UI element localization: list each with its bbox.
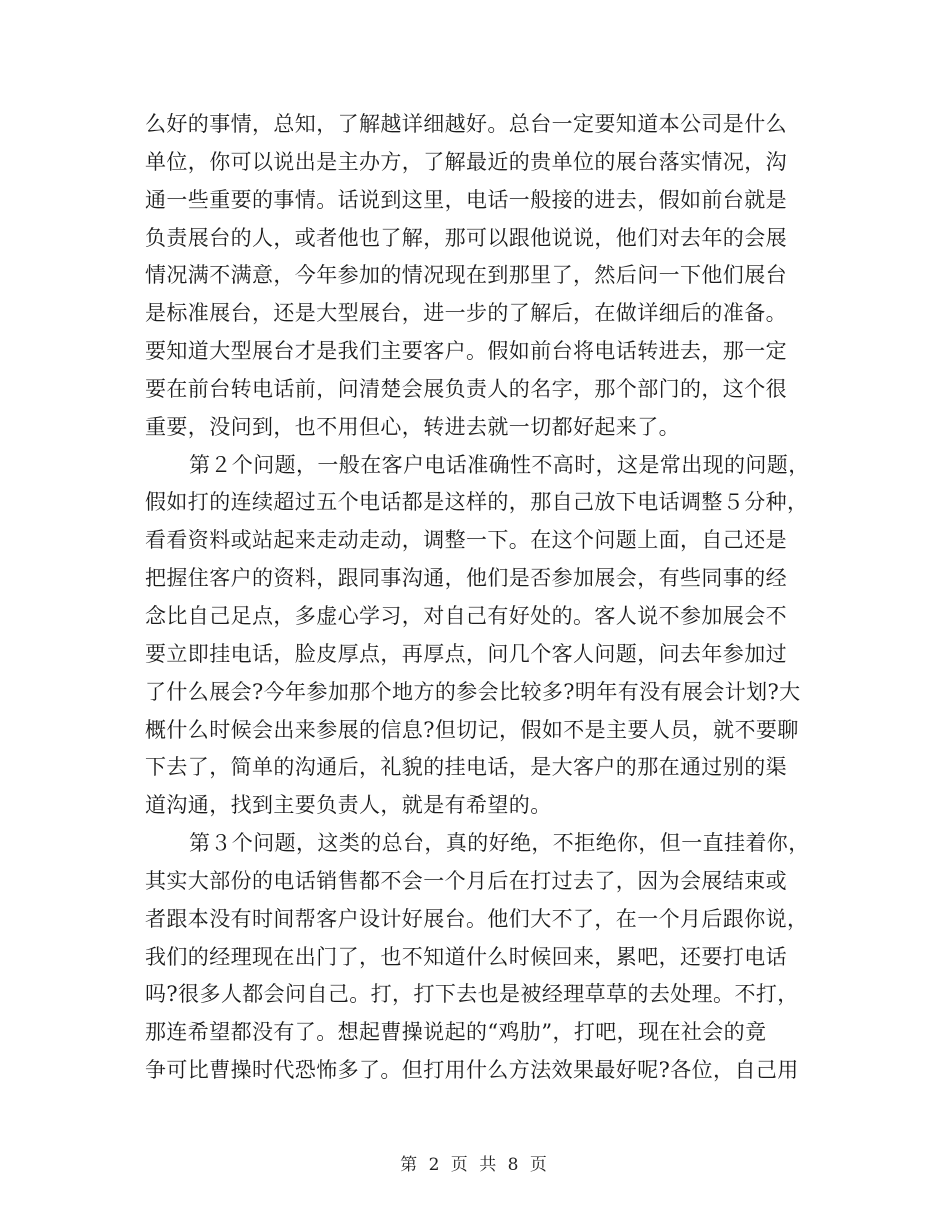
text-line: 情况满不满意，今年参加的情况现在到那里了，然后问一下他们展台 bbox=[145, 263, 787, 288]
paragraph-first-line: 第２个问题，一般在客户电话准确性不高时，这是常出现的问题， bbox=[189, 452, 810, 477]
text-line: 要知道大型展台才是我们主要客户。假如前台将电话转进去，那一定 bbox=[145, 339, 787, 364]
text-line: 假如打的连续超过五个电话都是这样的，那自己放下电话调整５分种， bbox=[145, 490, 809, 515]
text-line: 争可比曹操时代恐怖多了。但打用什么方法效果最好呢?各位，自己用 bbox=[145, 1058, 799, 1083]
text-line: 我们的经理现在出门了，也不知道什么时候回来，累吧，还要打电话 bbox=[145, 944, 787, 969]
text-line: 下去了，简单的沟通后，礼貌的挂电话，是大客户的那在通过别的渠 bbox=[145, 755, 787, 780]
text-line: 要立即挂电话，脸皮厚点，再厚点，问几个客人问题，问去年参加过 bbox=[145, 641, 787, 666]
text-line: 看看资料或站起来走动走动，调整一下。在这个问题上面，自己还是 bbox=[145, 528, 787, 553]
text-line: 概什么时候会出来参展的信息?但切记，假如不是主要人员，就不要聊 bbox=[145, 717, 799, 742]
document-body bbox=[145, 106, 810, 1090]
text-line: 其实大部份的电话销售都不会一个月后在打过去了，因为会展结束或 bbox=[145, 868, 787, 893]
text-line: 那连希望都没有了。想起曹操说起的“鸡肋”，打吧，现在社会的竟 bbox=[145, 1020, 767, 1045]
text-line: 把握住客户的资料，跟同事沟通，他们是否参加展会，有些同事的经 bbox=[145, 566, 787, 591]
text-line: 么好的事情，总知，了解越详细越好。总台一定要知道本公司是什么 bbox=[145, 112, 787, 136]
text-line: 吗?很多人都会问自己。打，打下去也是被经理草草的去处理。不打， bbox=[145, 982, 799, 1007]
text-line: 者跟本没有时间帮客户设计好展台。他们大不了，在一个月后跟你说， bbox=[145, 906, 809, 931]
text-line: 负责展台的人，或者他也了解，那可以跟他说说，他们对去年的会展 bbox=[145, 225, 787, 250]
text-line: 要在前台转电话前，问清楚会展负责人的名字，那个部门的，这个很 bbox=[145, 376, 787, 401]
text-line: 了什么展会?今年参加那个地方的参会比较多?明年有没有展会计划?大 bbox=[145, 679, 801, 704]
text-line: 重要，没问到，也不用但心，转进去就一切都好起来了。 bbox=[145, 414, 680, 439]
text-line: 道沟通，找到主要负责人，就是有希望的。 bbox=[145, 793, 552, 818]
paragraph-first-line: 第３个问题，这类的总台，真的好绝，不拒绝你，但一直挂着你， bbox=[189, 831, 810, 856]
page-number-footer: 第 2 页 共 8 页 bbox=[400, 1155, 550, 1175]
text-line: 通一些重要的事情。话说到这里，电话一般接的进去，假如前台就是 bbox=[145, 187, 787, 212]
text-line: 是标准展台，还是大型展台，进一步的了解后，在做详细后的准备。 bbox=[145, 301, 787, 326]
text-line: 单位，你可以说出是主办方，了解最近的贵单位的展台落实情况，沟 bbox=[145, 149, 787, 174]
text-line: 念比自己足点，多虚心学习，对自己有好处的。客人说不参加展会不 bbox=[145, 603, 787, 628]
